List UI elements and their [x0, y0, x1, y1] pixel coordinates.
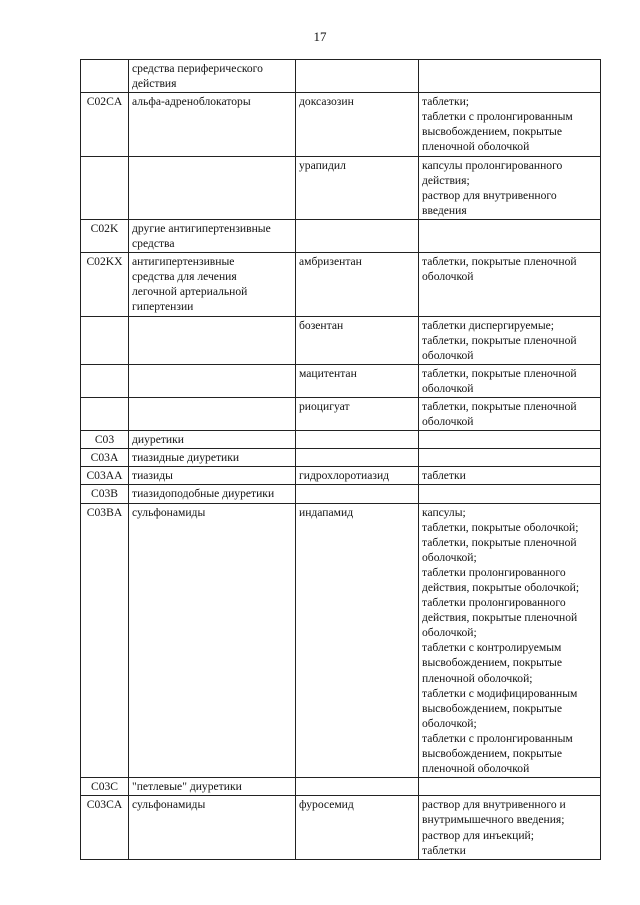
table-row — [81, 253, 601, 316]
drug-name-cell — [296, 219, 419, 252]
cell-text-line: тиазидоподобные диуретики — [132, 487, 275, 501]
cell-text-line: высвобождением, покрытые — [422, 701, 562, 715]
cell-text-line: средства для лечения — [132, 270, 237, 284]
cell-text-line: введения — [422, 203, 467, 217]
cell-text-line: другие антигипертензивные — [132, 221, 271, 235]
cell-text-line: капсулы; — [422, 505, 466, 519]
pharmacological-group-cell — [129, 449, 296, 467]
atc-code-cell: C03A — [81, 449, 129, 467]
cell-text-line: таблетки, покрытые пленочной — [422, 333, 577, 347]
pharmacological-group-cell — [129, 503, 296, 778]
cell-text-line: оболочкой; — [422, 550, 477, 564]
drug-table — [80, 59, 601, 860]
cell-text-line: урапидил — [299, 158, 346, 172]
drug-name-cell — [296, 60, 419, 93]
cell-text-line: "петлевые" диуретики — [132, 780, 242, 794]
drug-name-cell — [296, 364, 419, 397]
cell-text-line: индапамид — [299, 505, 354, 519]
dosage-forms-cell — [419, 316, 601, 364]
cell-text-line: капсулы пролонгированного — [422, 158, 563, 172]
drug-name-cell — [296, 467, 419, 485]
dosage-forms-cell — [419, 503, 601, 778]
pharmacological-group-cell — [129, 156, 296, 219]
cell-text-line: легочной артериальной — [132, 285, 248, 299]
cell-text-line: действия, покрытые пленочной — [422, 611, 578, 625]
cell-text-line: тиазидные диуретики — [132, 451, 240, 465]
dosage-forms-cell — [419, 60, 601, 93]
cell-text-line: таблетки с пролонгированным — [422, 110, 573, 124]
pharmacological-group-cell — [129, 431, 296, 449]
drug-name-cell — [296, 796, 419, 859]
cell-text-line: сульфонамиды — [132, 798, 206, 812]
cell-text-line: доксазозин — [299, 95, 354, 109]
cell-text-line: таблетки, покрытые пленочной — [422, 399, 577, 413]
pharmacological-group-cell — [129, 796, 296, 859]
cell-text-line: действия, покрытые оболочкой; — [422, 581, 580, 594]
dosage-forms-cell — [419, 364, 601, 397]
pharmacological-group-cell — [129, 219, 296, 252]
drug-name-cell — [296, 156, 419, 219]
table-row — [81, 485, 601, 503]
cell-text-line: бозентан — [299, 318, 344, 332]
drug-name-cell — [296, 93, 419, 156]
cell-text-line: таблетки — [422, 843, 466, 857]
cell-text-line: раствор для внутривенного — [422, 188, 557, 202]
cell-text-line: тиазиды — [132, 469, 173, 483]
cell-text-line: пленочной оболочкой; — [422, 671, 533, 685]
dosage-forms-cell — [419, 796, 601, 859]
cell-text-line: оболочкой — [422, 270, 474, 284]
atc-code-cell: C03AA — [81, 467, 129, 485]
table-row — [81, 364, 601, 397]
dosage-forms-cell — [419, 467, 601, 485]
cell-text-line: средства — [132, 237, 175, 251]
atc-code-cell: C03C — [81, 778, 129, 796]
cell-text-line: высвобождением, покрытые — [422, 656, 562, 670]
cell-text-line: оболочкой — [422, 381, 474, 395]
atc-code-cell — [81, 156, 129, 219]
table-row — [81, 93, 601, 156]
cell-text-line: пленочной оболочкой — [422, 762, 530, 776]
cell-text-line: таблетки; — [422, 95, 470, 109]
cell-text-line: амбризентан — [299, 255, 362, 269]
table-row — [81, 449, 601, 467]
table-row — [81, 796, 601, 859]
dosage-forms-cell — [419, 397, 601, 430]
cell-text-line: диуретики — [132, 433, 184, 447]
table-row — [81, 397, 601, 430]
cell-text-line: раствор для внутривенного и — [422, 798, 566, 812]
dosage-forms-cell — [419, 431, 601, 449]
cell-text-line: таблетки с модифицированным — [422, 686, 578, 700]
atc-code-cell — [81, 60, 129, 93]
cell-text-line: гидрохлоротиазид — [299, 469, 390, 483]
cell-text-line: средства периферического — [132, 62, 263, 75]
cell-text-line: таблетки пролонгированного — [422, 565, 566, 579]
cell-text-line: гипертензии — [132, 300, 194, 314]
table-row — [81, 467, 601, 485]
drug-name-cell — [296, 316, 419, 364]
cell-text-line: оболочкой — [422, 348, 474, 362]
drug-name-cell — [296, 253, 419, 316]
dosage-forms-cell — [419, 449, 601, 467]
table-row — [81, 431, 601, 449]
cell-text-line: мацитентан — [299, 366, 357, 380]
atc-code-cell: C03CA — [81, 796, 129, 859]
cell-text-line: таблетки, покрытые оболочкой; — [422, 520, 579, 534]
page-number: 17 — [313, 29, 327, 44]
cell-text-line: оболочкой; — [422, 716, 477, 730]
pharmacological-group-cell — [129, 397, 296, 430]
cell-text-line: таблетки пролонгированного — [422, 596, 566, 610]
cell-text-line: таблетки, покрытые пленочной — [422, 255, 577, 269]
cell-text-line: оболочкой — [422, 415, 474, 429]
pharmacological-group-cell — [129, 778, 296, 796]
table-row — [81, 219, 601, 252]
cell-text-line: таблетки, покрытые пленочной — [422, 535, 577, 549]
table-row — [81, 778, 601, 796]
cell-text-line: сульфонамиды — [132, 505, 206, 519]
cell-text-line: действия; — [422, 173, 470, 187]
cell-text-line: альфа-адреноблокаторы — [132, 95, 251, 109]
cell-text-line: антигипертензивные — [132, 255, 235, 269]
dosage-forms-cell — [419, 219, 601, 252]
drug-name-cell — [296, 503, 419, 778]
cell-text-line: риоцигуат — [299, 399, 350, 413]
cell-text-line: таблетки с пролонгированным — [422, 731, 573, 745]
dosage-forms-cell — [419, 485, 601, 503]
cell-text-line: таблетки диспергируемые; — [422, 318, 554, 332]
dosage-forms-cell — [419, 253, 601, 316]
atc-code-cell: C03BA — [81, 503, 129, 778]
dosage-forms-cell — [419, 93, 601, 156]
atc-code-cell: C02KX — [81, 253, 129, 316]
drug-name-cell — [296, 431, 419, 449]
atc-code-cell: C03 — [81, 431, 129, 449]
drug-name-cell — [296, 397, 419, 430]
cell-text-line: действия — [132, 77, 177, 91]
drug-name-cell — [296, 449, 419, 467]
cell-text-line: оболочкой; — [422, 626, 477, 640]
pharmacological-group-cell — [129, 316, 296, 364]
cell-text-line: таблетки, покрытые пленочной — [422, 366, 577, 380]
dosage-forms-cell — [419, 156, 601, 219]
atc-code-cell: C03B — [81, 485, 129, 503]
pharmacological-group-cell — [129, 93, 296, 156]
table-row — [81, 503, 601, 778]
cell-text-line: таблетки — [422, 469, 466, 483]
atc-code-cell: C02CA — [81, 93, 129, 156]
drug-table-body — [81, 60, 601, 860]
pharmacological-group-cell — [129, 60, 296, 93]
pharmacological-group-cell — [129, 467, 296, 485]
drug-name-cell — [296, 485, 419, 503]
cell-text-line: фуросемид — [299, 798, 354, 812]
cell-text-line: высвобождением, покрытые — [422, 747, 562, 761]
table-row — [81, 316, 601, 364]
cell-text-line: пленочной оболочкой — [422, 140, 530, 154]
pharmacological-group-cell — [129, 253, 296, 316]
cell-text-line: раствор для инъекций; — [422, 828, 534, 842]
table-row — [81, 60, 601, 93]
cell-text-line: внутримышечного введения; — [422, 813, 565, 827]
cell-text-line: таблетки с контролируемым — [422, 641, 562, 655]
cell-text-line: высвобождением, покрытые — [422, 125, 562, 139]
drug-name-cell — [296, 778, 419, 796]
dosage-forms-cell — [419, 778, 601, 796]
atc-code-cell — [81, 364, 129, 397]
table-row — [81, 156, 601, 219]
atc-code-cell: C02K — [81, 219, 129, 252]
atc-code-cell — [81, 316, 129, 364]
atc-code-cell — [81, 397, 129, 430]
pharmacological-group-cell — [129, 364, 296, 397]
pharmacological-group-cell — [129, 485, 296, 503]
